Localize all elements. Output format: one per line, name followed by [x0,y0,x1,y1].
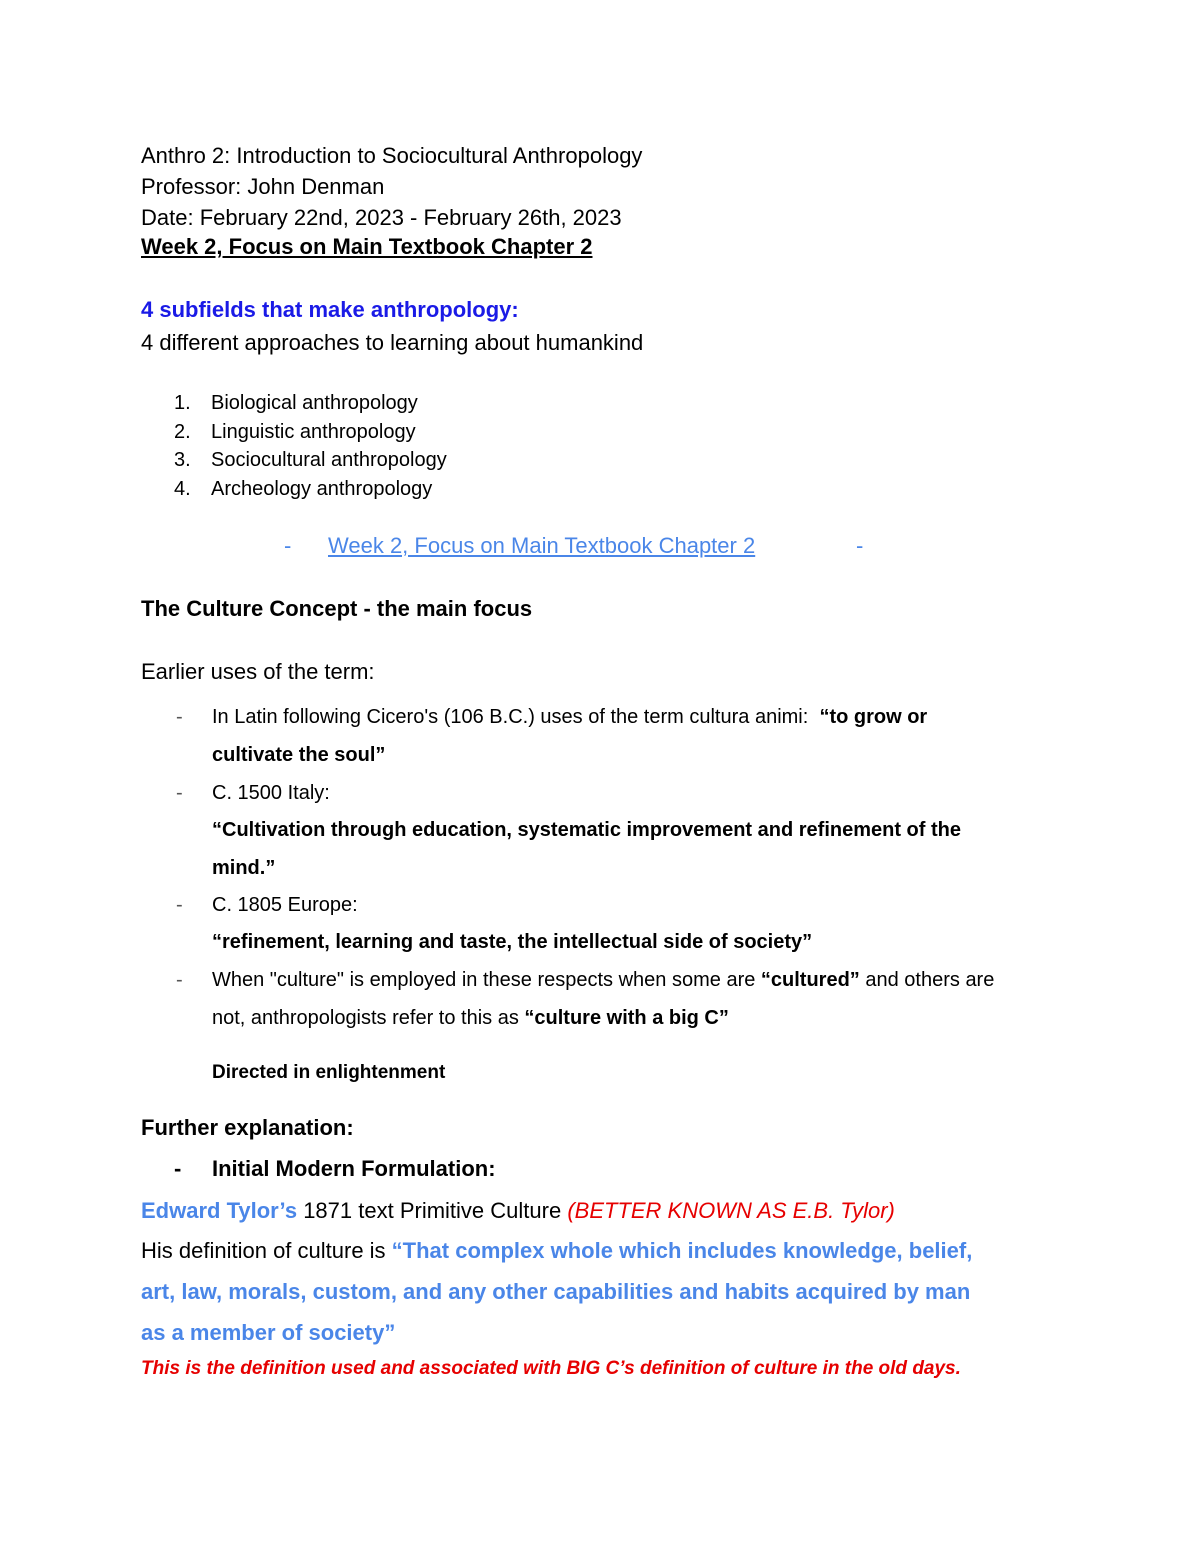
list-item [174,419,416,445]
bullet-europe: C. 1805 Europe: [212,894,358,916]
list-number: 2. [174,421,191,443]
subfields-intro: 4 different approaches to learning about humankind [141,330,644,355]
list-number: 4. [174,478,191,500]
link-dash-left: - [284,533,292,558]
earlier-uses-label: Earlier uses of the term: [141,659,375,684]
tylor-line [141,1197,895,1225]
further-subheading: Initial Modern Formulation: [212,1156,496,1181]
cultured-term: “cultured” [760,969,860,991]
tylor-note: (BETTER KNOWN AS E.B. Tylor) [567,1198,895,1223]
culture-heading: The Culture Concept - the main focus [141,596,533,621]
week-title: Week 2, Focus on Main Textbook Chapter 2 [141,234,593,259]
bullet-quote: “to grow or [819,706,928,728]
list-label: Linguistic anthropology [211,421,416,443]
big-c-term: “culture with a big C” [524,1007,729,1029]
date-line: Date: February 22nd, 2023 - February 26th, 2023 [141,205,622,230]
chapter-link[interactable]: Week 2, Focus on Main Textbook Chapter 2 [328,533,756,558]
list-item [174,447,447,473]
tylor-name: Edward Tylor’s [141,1198,298,1223]
bullet-text: and others are [859,969,995,991]
bullet-italy-quote-cont: mind.” [212,857,276,879]
bullet-dash: - [176,969,183,991]
subfields-heading: 4 subfields that make anthropology: [141,297,519,322]
course-title: Anthro 2: Introduction to Sociocultural Anthropology [141,143,643,168]
list-number: 3. [174,449,191,471]
bullet-text: In Latin following Cicero's (106 B.C.) uses of the term cultura animi: [212,706,809,728]
list-label: Archeology anthropology [211,478,433,500]
definition-quote: “That complex whole which includes knowledge, belief, [391,1238,973,1263]
list-label: Biological anthropology [211,392,418,414]
list-label: Sociocultural anthropology [211,449,447,471]
list-item [174,390,418,416]
bullet-italy: C. 1500 Italy: [212,782,330,804]
bullet-italy-quote: “Cultivation through education, systematic improvement and refinement of the [212,819,961,841]
big-c-note: This is the definition used and associated with BIG C’s definition of culture in the old days. [141,1358,961,1379]
list-number: 1. [174,392,191,414]
further-heading: Further explanation: [141,1115,354,1140]
bullet-europe-quote: “refinement, learning and taste, the intellectual side of society” [212,931,813,953]
definition-line-1 [141,1237,972,1265]
list-item [174,476,432,502]
bullet-big-c-cont [212,1005,729,1031]
bullet-dash: - [176,894,183,916]
professor-line: Professor: John Denman [141,174,385,199]
bullet-cicero [212,704,927,730]
bullet-dash: - [176,782,183,804]
bullet-cicero-cont: cultivate the soul” [212,744,386,766]
bullet-text: When "culture" is employed in these respects when some are [212,969,761,991]
tylor-text: 1871 text Primitive Culture [297,1198,568,1223]
definition-prefix: His definition of culture is [141,1238,392,1263]
definition-line-2: art, law, morals, custom, and any other capabilities and habits acquired by man [141,1279,971,1304]
bullet-text: not, anthropologists refer to this as [212,1007,525,1029]
directed-note: Directed in enlightenment [212,1062,446,1083]
bullet-big-c [212,967,994,993]
bullet-dash: - [176,706,183,728]
further-dash: - [174,1156,182,1181]
link-dash-right: - [856,533,864,558]
definition-line-3: as a member of society” [141,1320,396,1345]
